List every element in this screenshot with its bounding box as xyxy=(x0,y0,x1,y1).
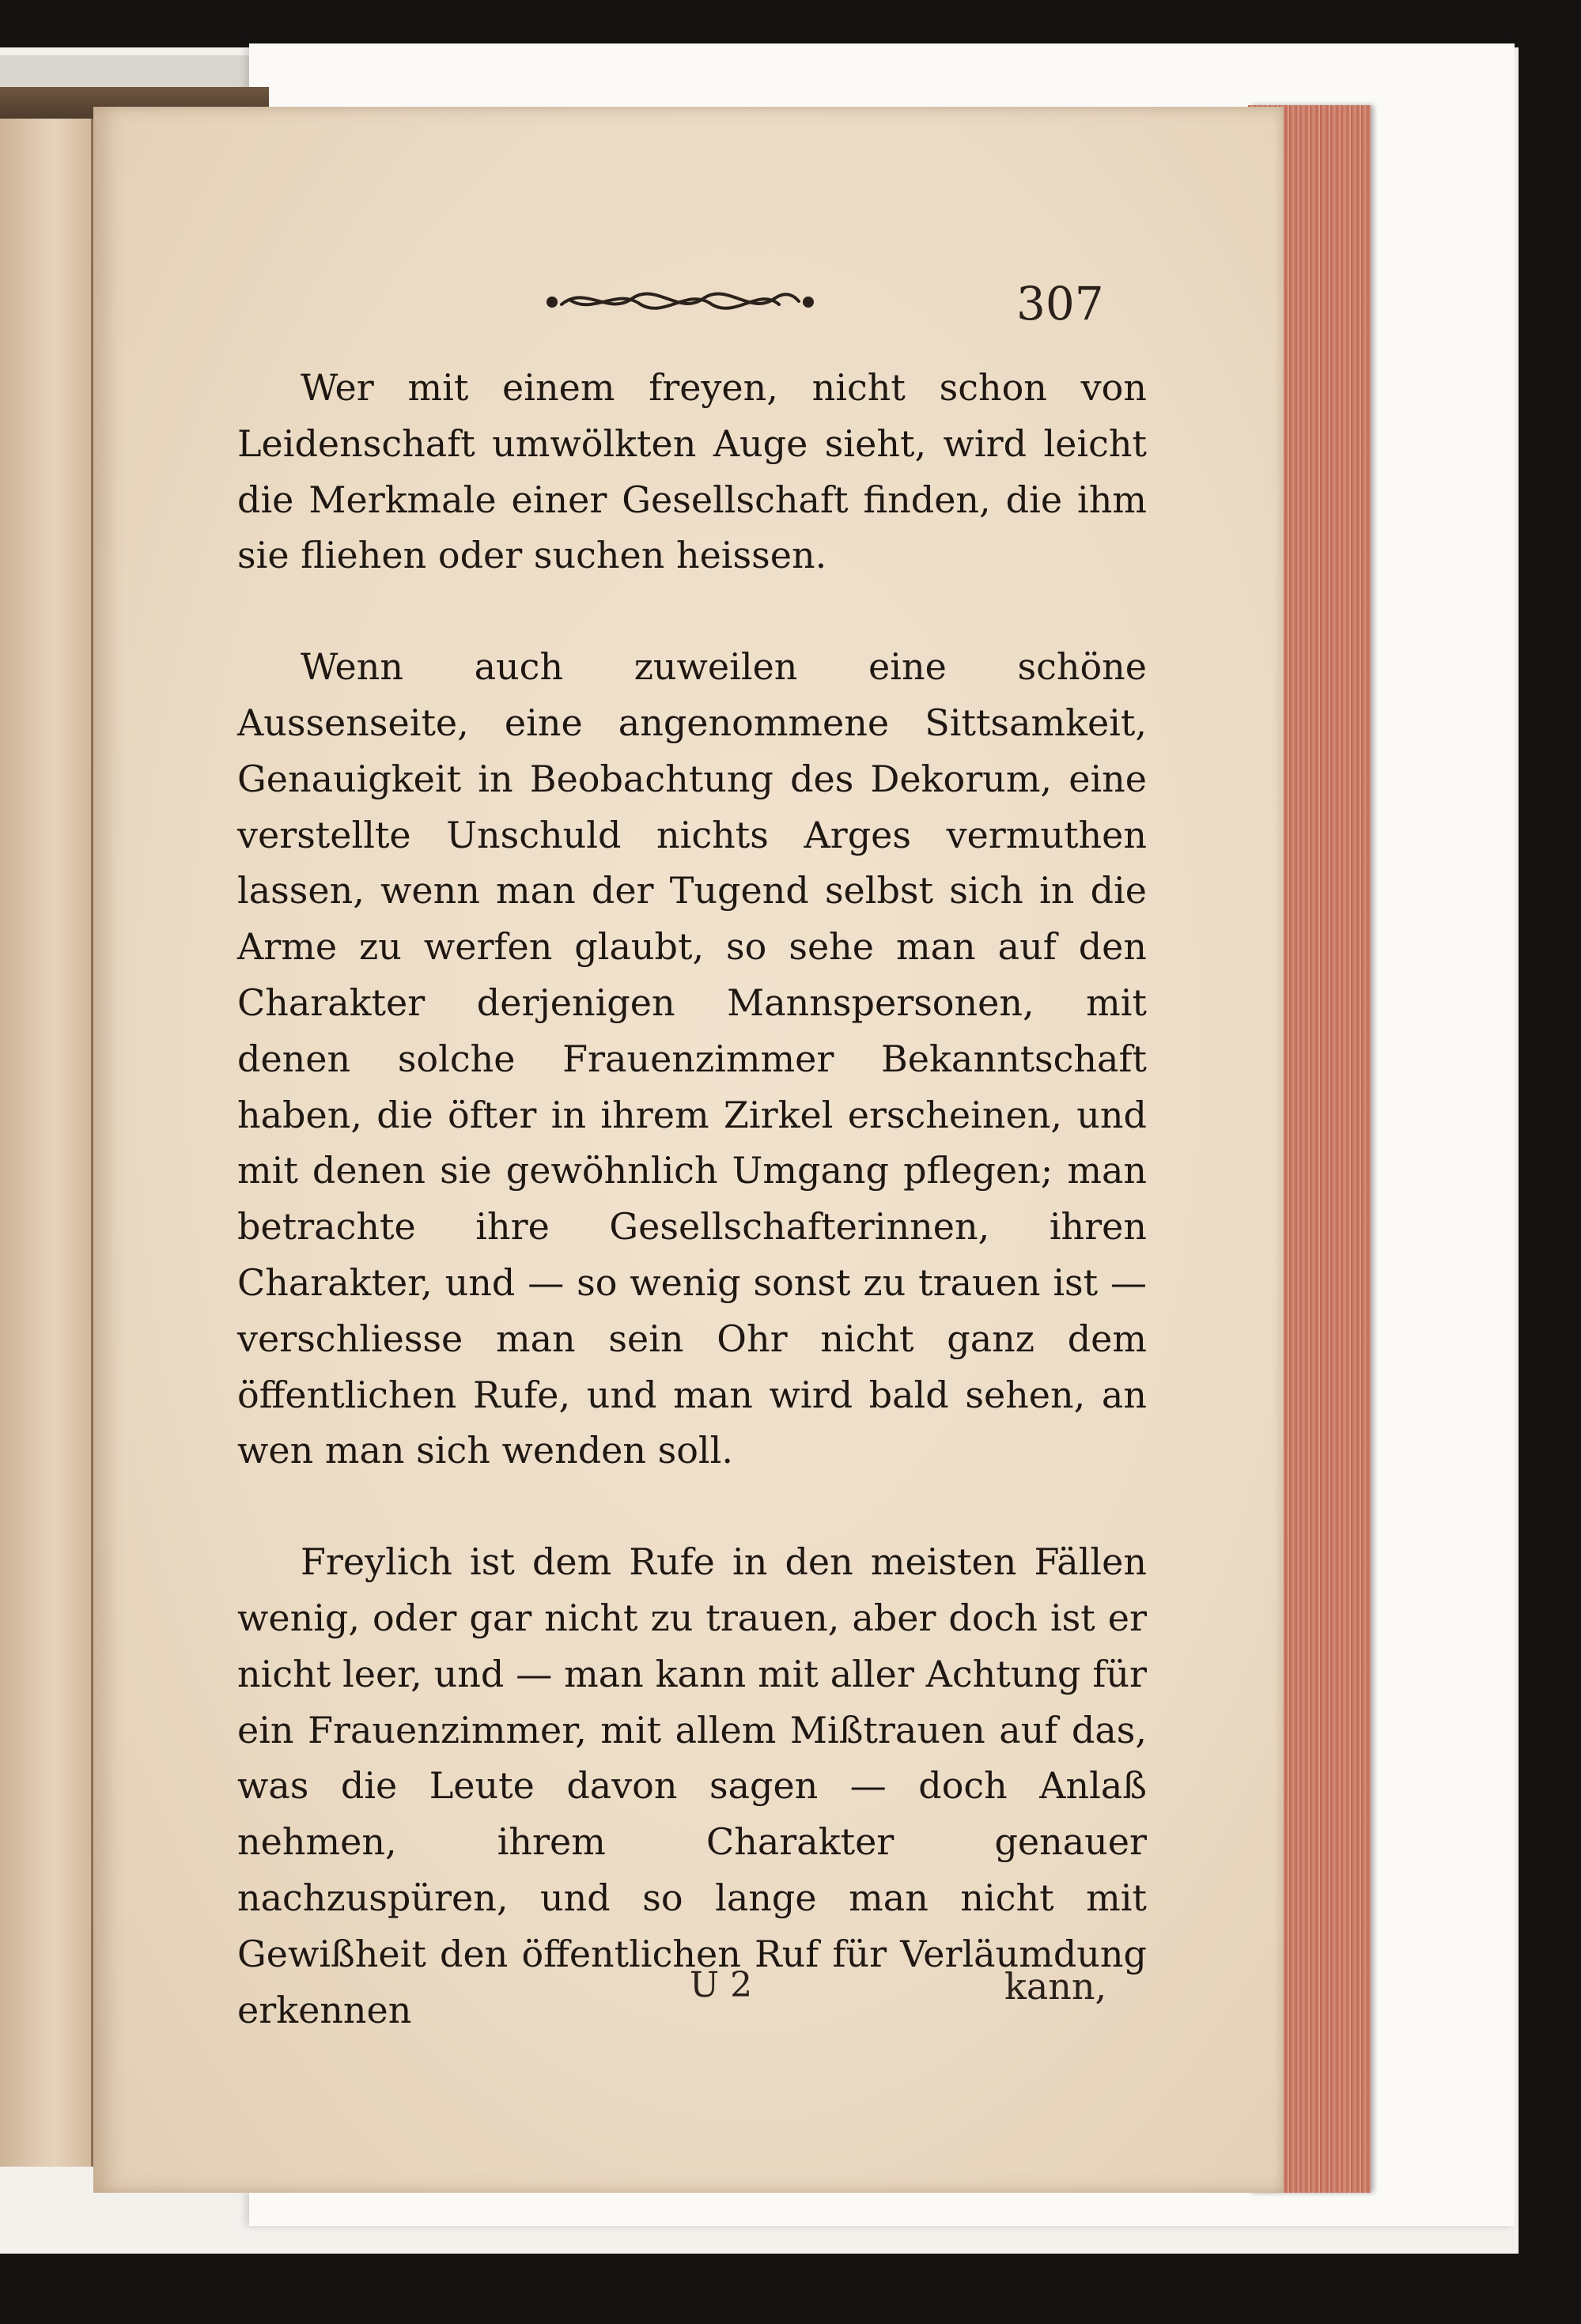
signature-mark: U 2 xyxy=(690,1965,753,2005)
paragraph-1: Wer mit einem freyen, nicht schon von Leidenschaft umwölkten Auge sieht, wird leicht die Merkmale einer Gesellschaft finden, die ihm sie fliehen oder suchen heissen. xyxy=(237,366,1147,577)
page-number: 307 xyxy=(1016,277,1104,331)
header-ornament xyxy=(538,281,823,320)
paragraph-2: Wenn auch zuweilen eine schöne Aussenseite, eine angenommene Sittsamkeit, Genauigkeit in Beobachtung des Dekorum, eine verstellte Unschuld nichts Arges vermuthen lassen, wenn man der Tugend selbst sich in die Arme zu werfen glaubt, so sehe man auf den Charakter derjenigen Mannspersonen, mit denen solche Frauenzimmer Bekanntschaft haben, die öfter in ihrem Zirkel erscheinen, und mit denen sie gewöhnlich Umgang pflegen; man betrachte ihre Gesellschafterinnen, ihren Charakter, und — so wenig sonst zu trauen ist — verschliesse man sein Ohr nicht ganz dem öffentlichen Rufe, und man wird bald sehen, an wen man sich wenden soll. xyxy=(237,645,1147,1472)
left-page-edge xyxy=(0,119,93,2167)
catchword: kann, xyxy=(1004,1965,1107,2008)
body-text xyxy=(237,360,1147,2038)
paragraph-3: Freylich ist dem Rufe in den meisten Fällen wenig, oder gar nicht zu trauen, aber doch ist er nicht leer, und — man kann mit aller Achtung für ein Frauenzimmer, mit allem Mißtrauen auf das, was die Leute davon sagen — doch Anlaß nehmen, ihrem Charakter genauer nachzuspüren, und so lange man nicht mit Gewißheit den öffentlichen Ruf für Verläumdung erkennen xyxy=(237,1540,1147,2031)
